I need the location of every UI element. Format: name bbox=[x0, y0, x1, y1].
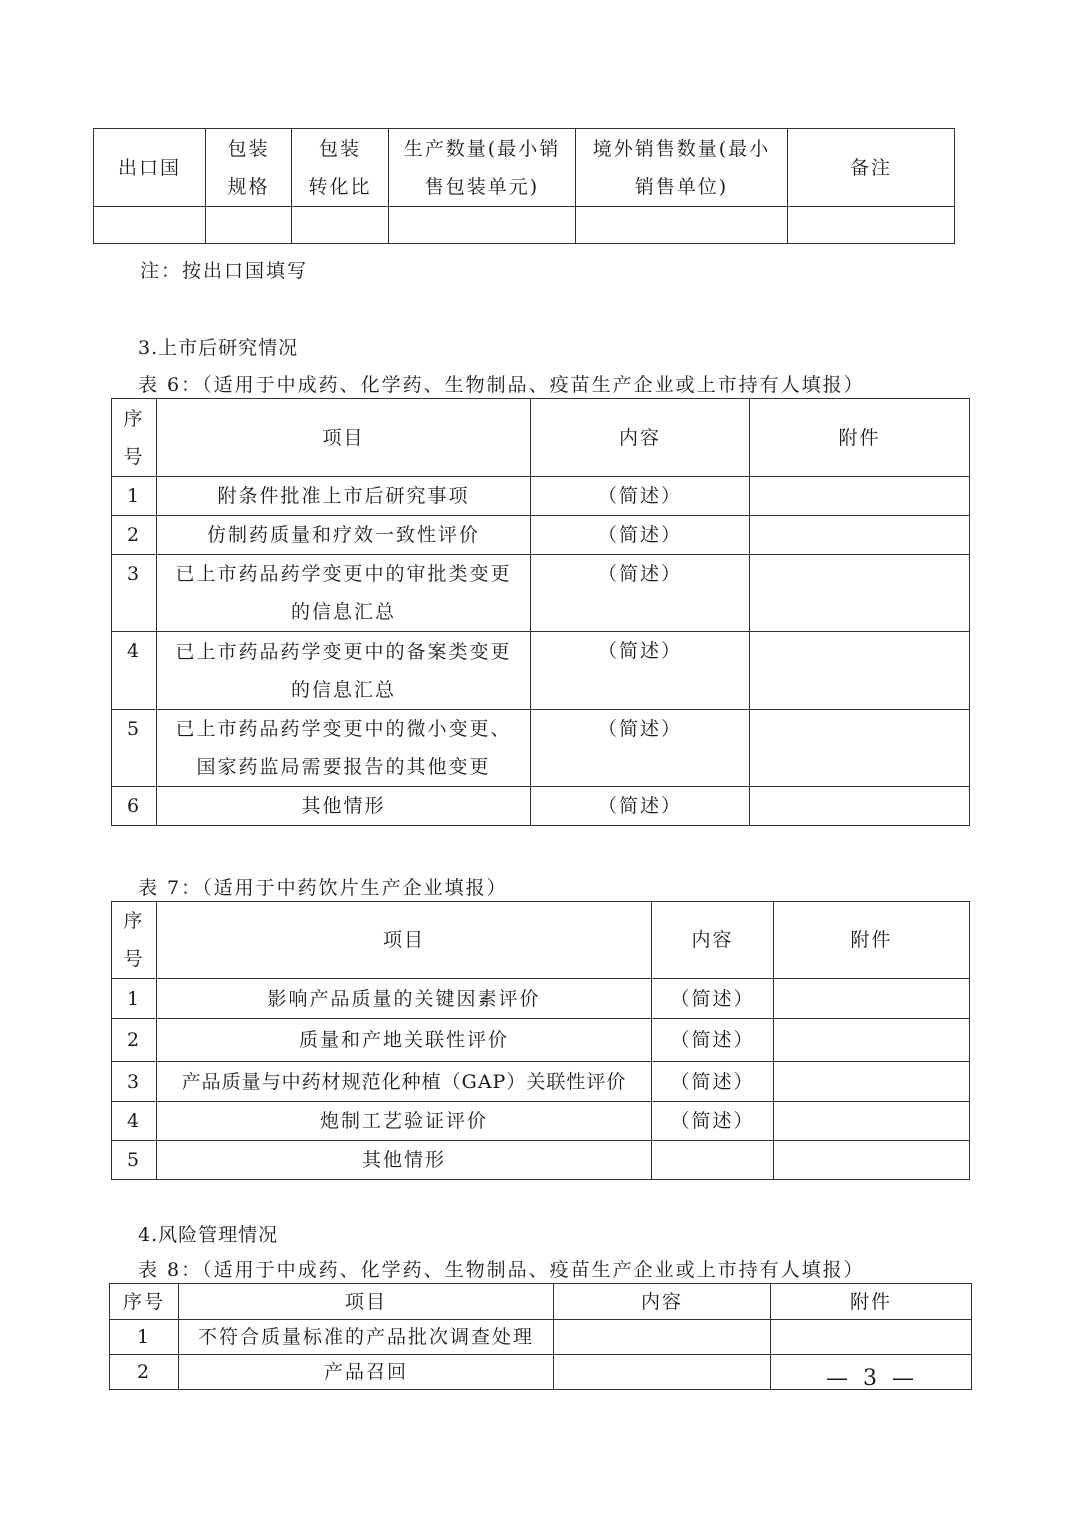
header-item: 项目 bbox=[157, 399, 531, 477]
section-4-heading: 4.风险管理情况 bbox=[138, 1224, 279, 1246]
header-content: 内容 bbox=[554, 1284, 771, 1320]
table-row: 3 产品质量与中药材规范化种植（GAP）关联性评价 （简述） bbox=[112, 1062, 970, 1102]
header-seq: 序 号 bbox=[112, 399, 157, 477]
header-attachment: 附件 bbox=[750, 399, 970, 477]
header-export-country: 出口国 bbox=[94, 129, 206, 207]
header-remarks: 备注 bbox=[788, 129, 955, 207]
table-7-caption: 表 7：（适用于中药饮片生产企业填报） bbox=[138, 877, 508, 899]
header-production-qty: 生产数量(最小销 售包装单元) bbox=[389, 129, 576, 207]
table-8-header-row bbox=[110, 1284, 972, 1320]
page-number: — 3 — bbox=[826, 1366, 918, 1391]
table-8-caption: 表 8：（适用于中成药、化学药、生物制品、疫苗生产企业或上市持有人填报） bbox=[138, 1259, 865, 1281]
table-6-header-row bbox=[112, 399, 970, 477]
table-row: 3 已上市药品药学变更中的审批类变更 的信息汇总 （简述） bbox=[112, 555, 970, 632]
table-row: 5 已上市药品药学变更中的微小变更、 国家药监局需要报告的其他变更 （简述） bbox=[112, 710, 970, 787]
header-item: 项目 bbox=[157, 902, 652, 979]
export-table bbox=[93, 128, 955, 244]
export-table-empty-row bbox=[94, 207, 955, 244]
table-row: 6 其他情形 （简述） bbox=[112, 787, 970, 826]
table-row: 1 不符合质量标准的产品批次调查处理 bbox=[110, 1320, 972, 1355]
section-3-heading: 3.上市后研究情况 bbox=[138, 337, 299, 359]
header-attachment: 附件 bbox=[771, 1284, 972, 1320]
table-row: 1 附条件批准上市后研究事项 （简述） bbox=[112, 477, 970, 516]
header-package-spec: 包装 规格 bbox=[206, 129, 292, 207]
header-attachment: 附件 bbox=[774, 902, 970, 979]
table-row: 2 产品召回 bbox=[110, 1355, 972, 1390]
table-row: 1 影响产品质量的关键因素评价 （简述） bbox=[112, 979, 970, 1019]
table-7-header-row bbox=[112, 902, 970, 979]
table-row: 2 质量和产地关联性评价 （简述） bbox=[112, 1019, 970, 1062]
table-row: 2 仿制药质量和疗效一致性评价 （简述） bbox=[112, 516, 970, 555]
export-table-note: 注：按出口国填写 bbox=[140, 260, 309, 282]
table-6-caption: 表 6：（适用于中成药、化学药、生物制品、疫苗生产企业或上市持有人填报） bbox=[138, 374, 865, 396]
export-table-header-row bbox=[94, 129, 955, 207]
header-content: 内容 bbox=[531, 399, 750, 477]
header-seq: 序号 bbox=[110, 1284, 179, 1320]
header-overseas-sales-qty: 境外销售数量(最小 销售单位) bbox=[576, 129, 788, 207]
header-content: 内容 bbox=[652, 902, 774, 979]
table-6 bbox=[111, 398, 970, 826]
header-item: 项目 bbox=[179, 1284, 554, 1320]
header-seq: 序 号 bbox=[112, 902, 157, 979]
table-row: 4 炮制工艺验证评价 （简述） bbox=[112, 1102, 970, 1141]
table-7 bbox=[111, 901, 970, 1180]
table-row: 4 已上市药品药学变更中的备案类变更 的信息汇总 （简述） bbox=[112, 632, 970, 710]
header-package-ratio: 包装 转化比 bbox=[292, 129, 389, 207]
table-row: 5 其他情形 bbox=[112, 1141, 970, 1180]
